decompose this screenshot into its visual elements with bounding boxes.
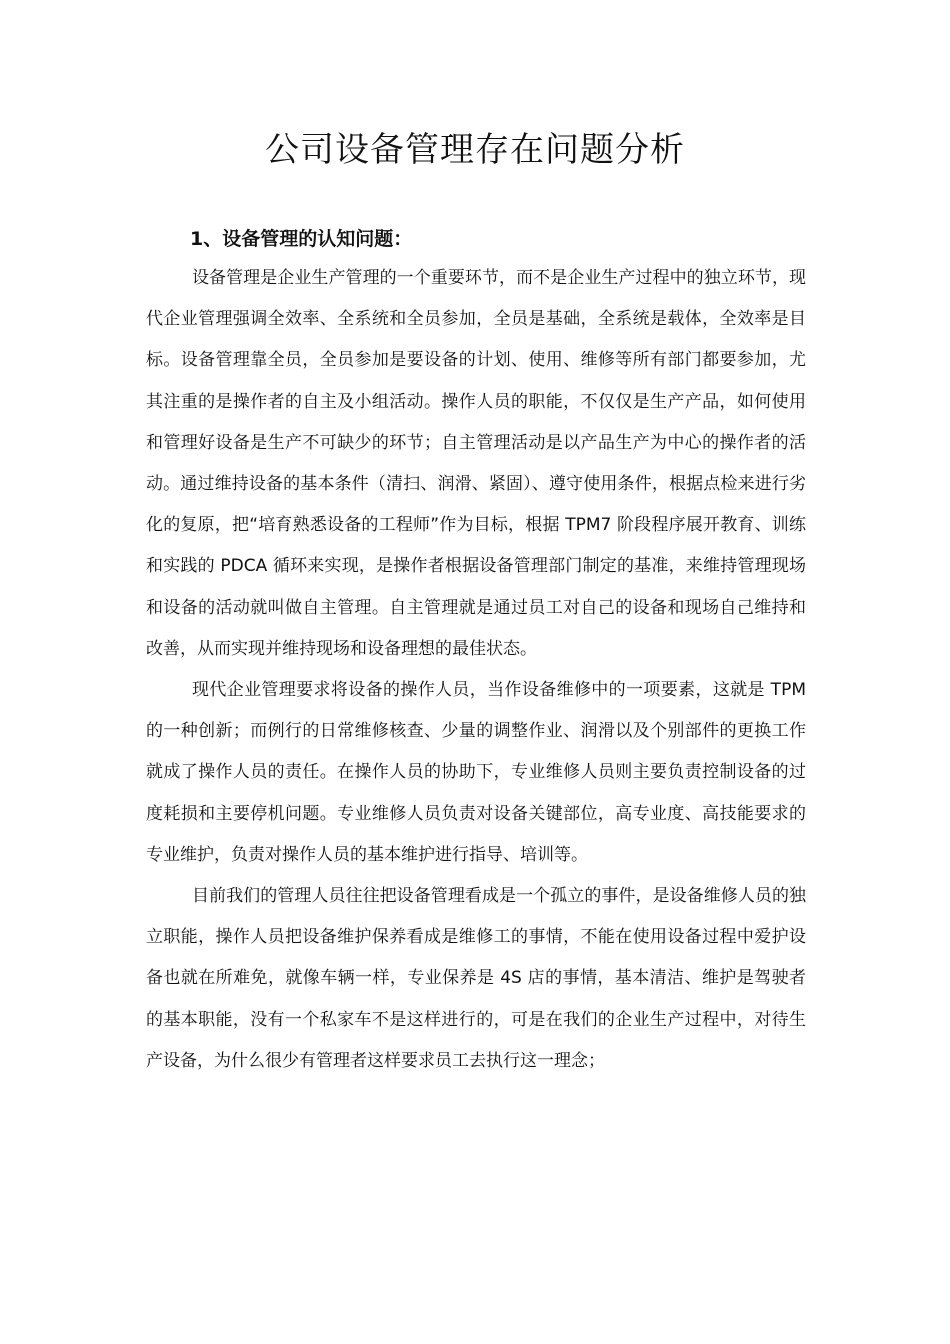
section-heading: 1、设备管理的认知问题： xyxy=(190,228,413,250)
paragraph: 现代企业管理要求将设备的操作人员，当作设备维修中的一项要素，这就是 TPM 的一种创新；而例行的日常维修核查、少量的调整作业、润滑以及个别部件的更换工作就成了操作人员的责任。在操作人员的协助下，专业维修人员则主要负责控制设备的过度耗损和主要停机问题。专业维修人员负责对设备关键部位，高专业度、高技能要求的专业维护，负责对操作人员的基本维护进行指导、培训等。 xyxy=(146,680,806,865)
paragraph: 设备管理是企业生产管理的一个重要环节，而不是企业生产过程中的独立环节，现代企业管理强调全效率、全系统和全员参加，全员是基础，全系统是载体，全效率是目标。设备管理靠全员，全员参加是要设备的计划、使用、维修等所有部门都要参加，尤其注重的是操作者的自主及小组活动。操作人员的职能，不仅仅是生产产品，如何使用和管理好设备是生产不可缺少的环节；自主管理活动是以产品生产为中心的操作者的活动。通过维持设备的基本条件（清扫、润滑、紧固）、遵守使用条件，根据点检来进行劣化的复原，把“培育熟悉设备的工程师”作为目标，根据 TPM7 阶段程序展开教育、训练和实践的 PDCA 循环来实现，是操作者根据设备管理部门制定的基准，来维持管理现场和设备的活动就叫做自主管理。自主管理就是通过员工对自己的设备和现场自己维持和改善，从而实现并维持现场和设备理想的最佳状态。 xyxy=(146,268,806,659)
document-title: 公司设备管理存在问题分析 xyxy=(265,130,685,170)
section-body xyxy=(146,258,806,1082)
paragraph: 目前我们的管理人员往往把设备管理看成是一个孤立的事件，是设备维修人员的独立职能，操作人员把设备维护保养看成是维修工的事情，不能在使用设备过程中爱护设备也就在所难免，就像车辆一样，专业保养是 4S 店的事情，基本清洁、维护是驾驶者的基本职能，没有一个私家车不是这样进行的，可是在我们的企业生产过程中，对待生产设备，为什么很少有管理者这样要求员工去执行这一理念； xyxy=(146,886,806,1071)
